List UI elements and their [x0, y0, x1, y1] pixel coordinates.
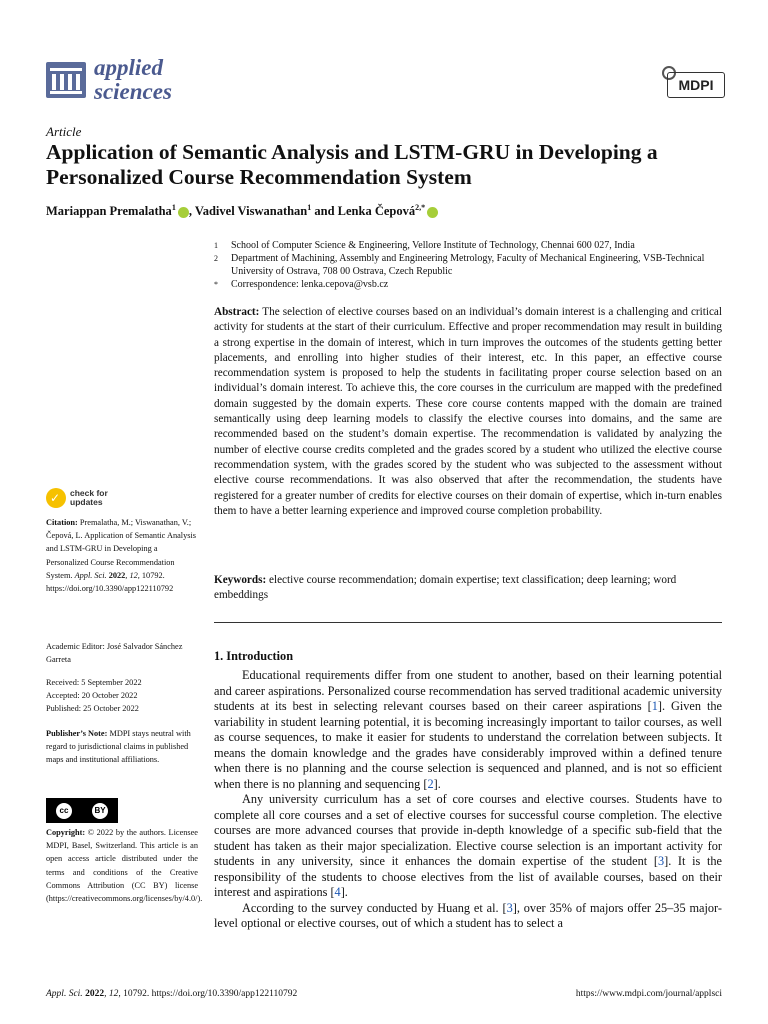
keywords-label: Keywords:	[214, 574, 267, 586]
paragraph: Any university curriculum has a set of core courses and elective courses. Students have to complete all core courses and a set of elective courses for successful course completion. The elective courses are more advanced courses that provide in-depth knowledge of a specific sub-field that the student has taken as their major specialization. Elective course selection is an important activity for students in any university, since it enhances the domain expertise of the student [3]. It is the responsibility of the students to choose electives from the list of available courses, based on their interest and aspirations [4].	[214, 792, 722, 899]
citation-link[interactable]: 2	[427, 776, 434, 791]
divider	[214, 622, 722, 623]
author-name[interactable]: , Vadivel Viswanathan	[188, 204, 308, 219]
correspondence: * Correspondence: lenka.cepova@vsb.cz	[214, 279, 389, 290]
journal-name[interactable]: applied sciences	[94, 55, 172, 104]
abstract	[214, 305, 722, 519]
citation-link[interactable]: 3	[657, 854, 665, 868]
copyright: Copyright: © 2022 by the authors. Licensee MDPI, Basel, Switzerland. This article is an open access article distributed under the terms and conditions of the Creative Commons Attribution (CC BY) license (https://creativecommons.org/licenses/by/4.0/).	[46, 828, 203, 904]
keywords: Keywords: elective course recommendation; domain expertise; text classification; deep learning; word embeddings	[214, 574, 677, 602]
dates	[46, 676, 198, 716]
paragraph: According to the survey conducted by Huang et al. [3], over 35% of majors offer 25–35 major-level optional or elective courses, out of which a student has to select a	[214, 900, 722, 930]
cc-by-license-badge[interactable]	[46, 798, 118, 823]
academic-editor: Academic Editor: José Salvador Sánchez Garreta	[46, 642, 183, 665]
body-text	[214, 668, 722, 932]
abstract-label: Abstract:	[214, 306, 260, 318]
author-list: Mariappan Premalatha$^1$ , Vadivel Viswanathan$^1$ and Lenka Čepová$^{2,*}$	[46, 203, 438, 219]
orcid-icon[interactable]	[178, 207, 189, 218]
author-name[interactable]: and Lenka Čepová	[311, 204, 416, 219]
affiliation-item: 2 Department of Machining, Assembly and Engineering Metrology, Faculty of Mechanical Engineering, VSB-Technical University of Ostrava, 708 00 Ostrava, Czech Republic	[214, 253, 705, 277]
orcid-icon[interactable]	[427, 207, 438, 218]
published-date: Published: 25 October 2022	[46, 704, 139, 714]
check-icon: ✓	[46, 488, 66, 508]
publisher-note: Publisher’s Note: MDPI stays neutral with regard to jurisdictional claims in published maps and institutional affiliations.	[46, 729, 191, 765]
citation-block: Citation: Premalatha, M.; Viswanathan, V.; Čepová, L. Application of Semantic Analysis and LSTM-GRU in Developing a Personalized Course Recommendation System. Appl. Sci. 2022, 12, 10792. https://doi.org/10.3390/app122110792	[46, 518, 197, 594]
journal-logo-icon	[46, 62, 86, 98]
affiliations	[214, 239, 724, 291]
paper-title: Application of Semantic Analysis and LSTM-GRU in Developing a Personalized Course Recommendation System	[46, 140, 658, 189]
author-name[interactable]: Mariappan Premalatha	[46, 204, 172, 219]
accepted-date: Accepted: 20 October 2022	[46, 691, 138, 701]
footer-citation: Appl. Sci. 2022, 12, 10792. https://doi.org/10.3390/app122110792	[46, 989, 298, 999]
article-type: Article	[46, 124, 82, 139]
citation-link[interactable]: 3	[506, 900, 513, 915]
citation-link[interactable]: 4	[334, 885, 341, 899]
by-icon: BY	[92, 803, 108, 819]
paragraph: Educational requirements differ from one student to another, based on their learning potential and career aspirations. Personalized course recommendation has served traditional academic university students at its best in selecting relevant courses based on their career aspirations [1]. Given the variability in student learning potential, it is becoming increasingly important to tailor courses, as well as course sequences, to make it easier for students to understand the correlation between subjects. It means the domain knowledge and the grades have considerably improved within a defined tenure when there is no planning and the course selection is sequenced and planned, and is not so efficient when there is no planning and sequencing [2].	[214, 668, 722, 791]
affiliation-item: 1 School of Computer Science & Engineering, Vellore Institute of Technology, Chennai 600 027, India	[214, 240, 635, 251]
section-heading: 1. Introduction	[214, 649, 294, 663]
citation-link[interactable]: 1	[651, 699, 658, 713]
abstract-text: The selection of elective courses based on an individual’s domain interest is a challenging and critical activity for students at the start of their curriculum. Effective and proper recommendation may result in building a strong expertise in the domain of interest, which in turn improves the outcomes of the students getting better placements, and enrolling into higher studies of their interest, etc. In this paper, an effective course recommendation system is proposed to help the students in facilitating proper course selection based on an individual’s domain interest. To achieve this, the core courses in the curriculum are mapped with the predefined domain suggested by the domain experts. These core course contents mapped with the domain are trained semantically using deep learning models to classify the elective courses into domains, and the same are recommended based on the student’s domain expertise. The recommendation is validated by analyzing the number of elective course credits completed and the grades scored by a student who utilized the elective course recommendation system, with the grades scored by the student who was subjected to the assessment without elective course recommendations. It was also observed that after the recommendation, the students have registered for a greater number of credits for elective courses on their domain of expertise, which in-turn enables them to have a better learning experience and improved course completion probability.	[214, 306, 722, 517]
cc-icon: cc	[56, 803, 72, 819]
publisher-logo[interactable]: MDPI	[667, 72, 725, 98]
received-date: Received: 5 September 2022	[46, 678, 142, 687]
footer-journal-link[interactable]: https://www.mdpi.com/journal/applsci	[575, 989, 722, 999]
